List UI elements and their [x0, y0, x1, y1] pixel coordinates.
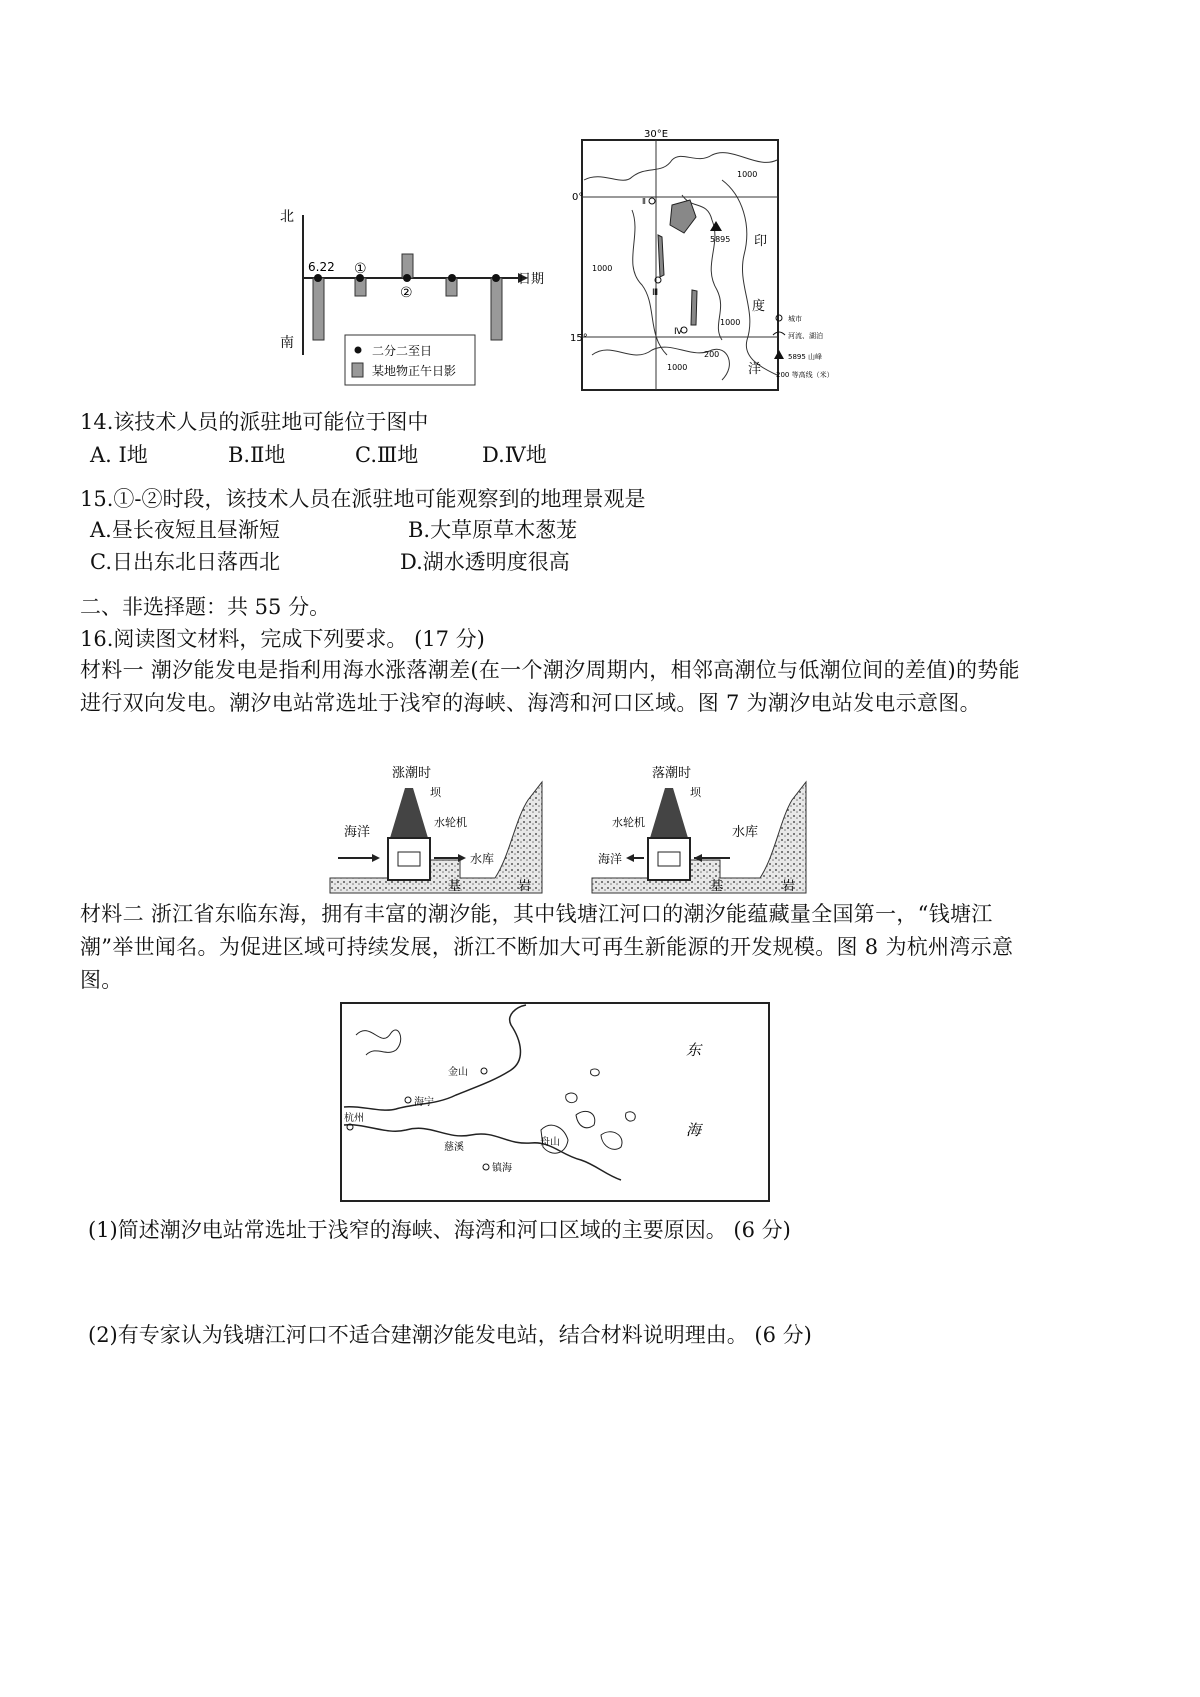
rise-ocean-label: 海洋 — [344, 825, 371, 840]
q15-option-c: C.日出东北日落西北 — [90, 550, 280, 574]
rise-reservoir-label: 水库 — [470, 852, 495, 866]
contour-1000-c: 1000 — [720, 318, 741, 327]
legend-dot-icon — [355, 347, 362, 354]
tidal-power-figure — [330, 760, 830, 895]
site-IV-label: Ⅳ — [674, 327, 683, 337]
rise-arrow-in-head — [372, 854, 380, 862]
hangzhou-bay-svg — [336, 995, 776, 1210]
rise-turbine-icon — [398, 852, 420, 866]
q16-stem: 16.阅读图文材料，完成下列要求。 (17 分) — [80, 627, 485, 651]
tidal-power-svg — [330, 760, 830, 895]
q14-option-c: C.Ⅲ地 — [355, 443, 419, 467]
rise-bedrock-label-2: 岩 — [518, 879, 532, 894]
fall-ocean-label: 海洋 — [598, 852, 623, 866]
legend-peak-label: 5895 山峰 — [788, 353, 823, 361]
shadow-bar-6-22 — [313, 278, 324, 340]
contour-1000-a: 1000 — [737, 170, 758, 179]
legend-contour-label: 200 等高线（米） — [776, 371, 834, 379]
zhoushan-label: 舟山 — [540, 1137, 560, 1148]
fall-reservoir-label: 水库 — [732, 825, 759, 840]
q16-material-2: 材料二 浙江省东临东海，拥有丰富的潮汐能，其中钱塘江河口的潮汐能蕴藏量全国第一，“钱塘江潮”举世闻名。为促进区域可持续发展，浙江不断加大可再生新能源的开发规模。图 8 为杭州湾示意图。 — [80, 902, 1014, 992]
q16-material-1: 材料一 潮汐能发电是指利用海水涨落潮差(在一个潮汐周期内，相邻高潮位与低潮位间的差值)的势能进行双向发电。潮汐电站常选址于浅窄的海峡、海湾和河口区域。图 7 为潮汐电站发电示意图。 — [80, 658, 1020, 715]
q15-option-a: A.昼长夜短且昼渐短 — [90, 518, 280, 542]
q16-sub-1: (1)简述潮汐电站常选址于浅窄的海峡、海湾和河口区域的主要原因。 (6 分) — [88, 1218, 791, 1242]
contour-1000-d: 1000 — [667, 363, 688, 372]
rise-bedrock-label-1: 基 — [448, 879, 462, 894]
rise-arrow-out-head — [458, 854, 466, 862]
fall-title: 落潮时 — [652, 766, 692, 781]
solstice-dot-4 — [448, 274, 456, 282]
lat-15-label: 15° — [570, 333, 588, 344]
fall-dam-tower — [650, 788, 688, 838]
q14-option-a: A. Ⅰ地 — [90, 443, 148, 467]
east-africa-map-svg — [572, 125, 862, 395]
fall-arrow-out-head — [626, 854, 634, 862]
rise-dam-tower — [390, 788, 428, 838]
marker-2-label: ② — [400, 285, 413, 301]
hangzhou-bay-figure — [336, 995, 776, 1210]
fall-turbine-label: 水轮机 — [612, 816, 645, 829]
q15-option-d: D.湖水透明度很高 — [400, 550, 570, 574]
ocean-label-3: 洋 — [748, 362, 762, 377]
q14-option-d: D.Ⅳ地 — [482, 443, 547, 467]
east-africa-map-figure — [572, 125, 862, 395]
ocean-label-2: 度 — [752, 299, 766, 314]
contour-1000-b: 1000 — [592, 264, 613, 273]
shadow-chart-figure — [280, 205, 550, 390]
section-2-heading: 二、非选择题：共 55 分。 — [80, 595, 331, 619]
hangzhou-label: 杭州 — [344, 1113, 364, 1124]
lake-malawi — [691, 290, 697, 325]
fall-bedrock-label-2: 岩 — [782, 879, 796, 894]
ocean-label-1: 印 — [754, 234, 768, 249]
q15-option-b: B.大草原草木葱茏 — [408, 518, 578, 542]
peak-label: 5895 — [710, 235, 731, 244]
q14-option-b: B.Ⅱ地 — [228, 443, 286, 467]
contour-200: 200 — [704, 350, 720, 359]
legend-river-label: 河流、湖泊 — [788, 332, 823, 340]
date-6-22-label: 6.22 — [308, 260, 335, 274]
fall-dam-label: 坝 — [690, 786, 701, 799]
solstice-dot-1 — [314, 274, 322, 282]
q15-stem: 15.①-②时段，该技术人员在派驻地可能观察到的地理景观是 — [80, 487, 646, 511]
rise-title: 涨潮时 — [392, 766, 432, 781]
cixi-label: 慈溪 — [444, 1142, 464, 1153]
fall-bedrock-label-1: 基 — [710, 879, 724, 894]
zhenhai-label: 镇海 — [492, 1163, 512, 1174]
site-III-label: Ⅲ — [652, 288, 659, 298]
lat-0-label: 0° — [572, 192, 584, 203]
haining-label: 海宁 — [414, 1097, 434, 1108]
north-label: 北 — [280, 209, 294, 225]
marker-1-label: ① — [354, 261, 367, 277]
shadow-chart-svg — [280, 205, 550, 390]
site-II-label: Ⅱ — [642, 197, 646, 206]
fall-turbine-icon — [658, 852, 680, 866]
east-sea-label-1: 东 — [686, 1041, 702, 1059]
meridian-label: 30°E — [644, 129, 669, 140]
jinshan-label: 金山 — [448, 1067, 468, 1078]
legend-dot-label: 二分二至日 — [372, 344, 433, 358]
east-sea-label-2: 海 — [686, 1121, 702, 1139]
legend-bar-label: 某地物正午日影 — [372, 364, 457, 378]
rise-turbine-label: 水轮机 — [434, 816, 467, 829]
q14-stem: 14.该技术人员的派驻地可能位于图中 — [80, 410, 429, 434]
south-label: 南 — [280, 335, 294, 351]
rise-dam-label: 坝 — [430, 786, 441, 799]
shadow-bar-right-2 — [491, 278, 502, 340]
legend-bar-icon — [352, 363, 363, 377]
legend-city-label: 城市 — [788, 315, 802, 323]
solstice-dot-5 — [492, 274, 500, 282]
q16-sub-2: (2)有专家认为钱塘江河口不适合建潮汐能发电站，结合材料说明理由。 (6 分) — [88, 1323, 812, 1347]
date-axis-label: 日期 — [518, 272, 545, 287]
solstice-dot-3 — [403, 274, 411, 282]
